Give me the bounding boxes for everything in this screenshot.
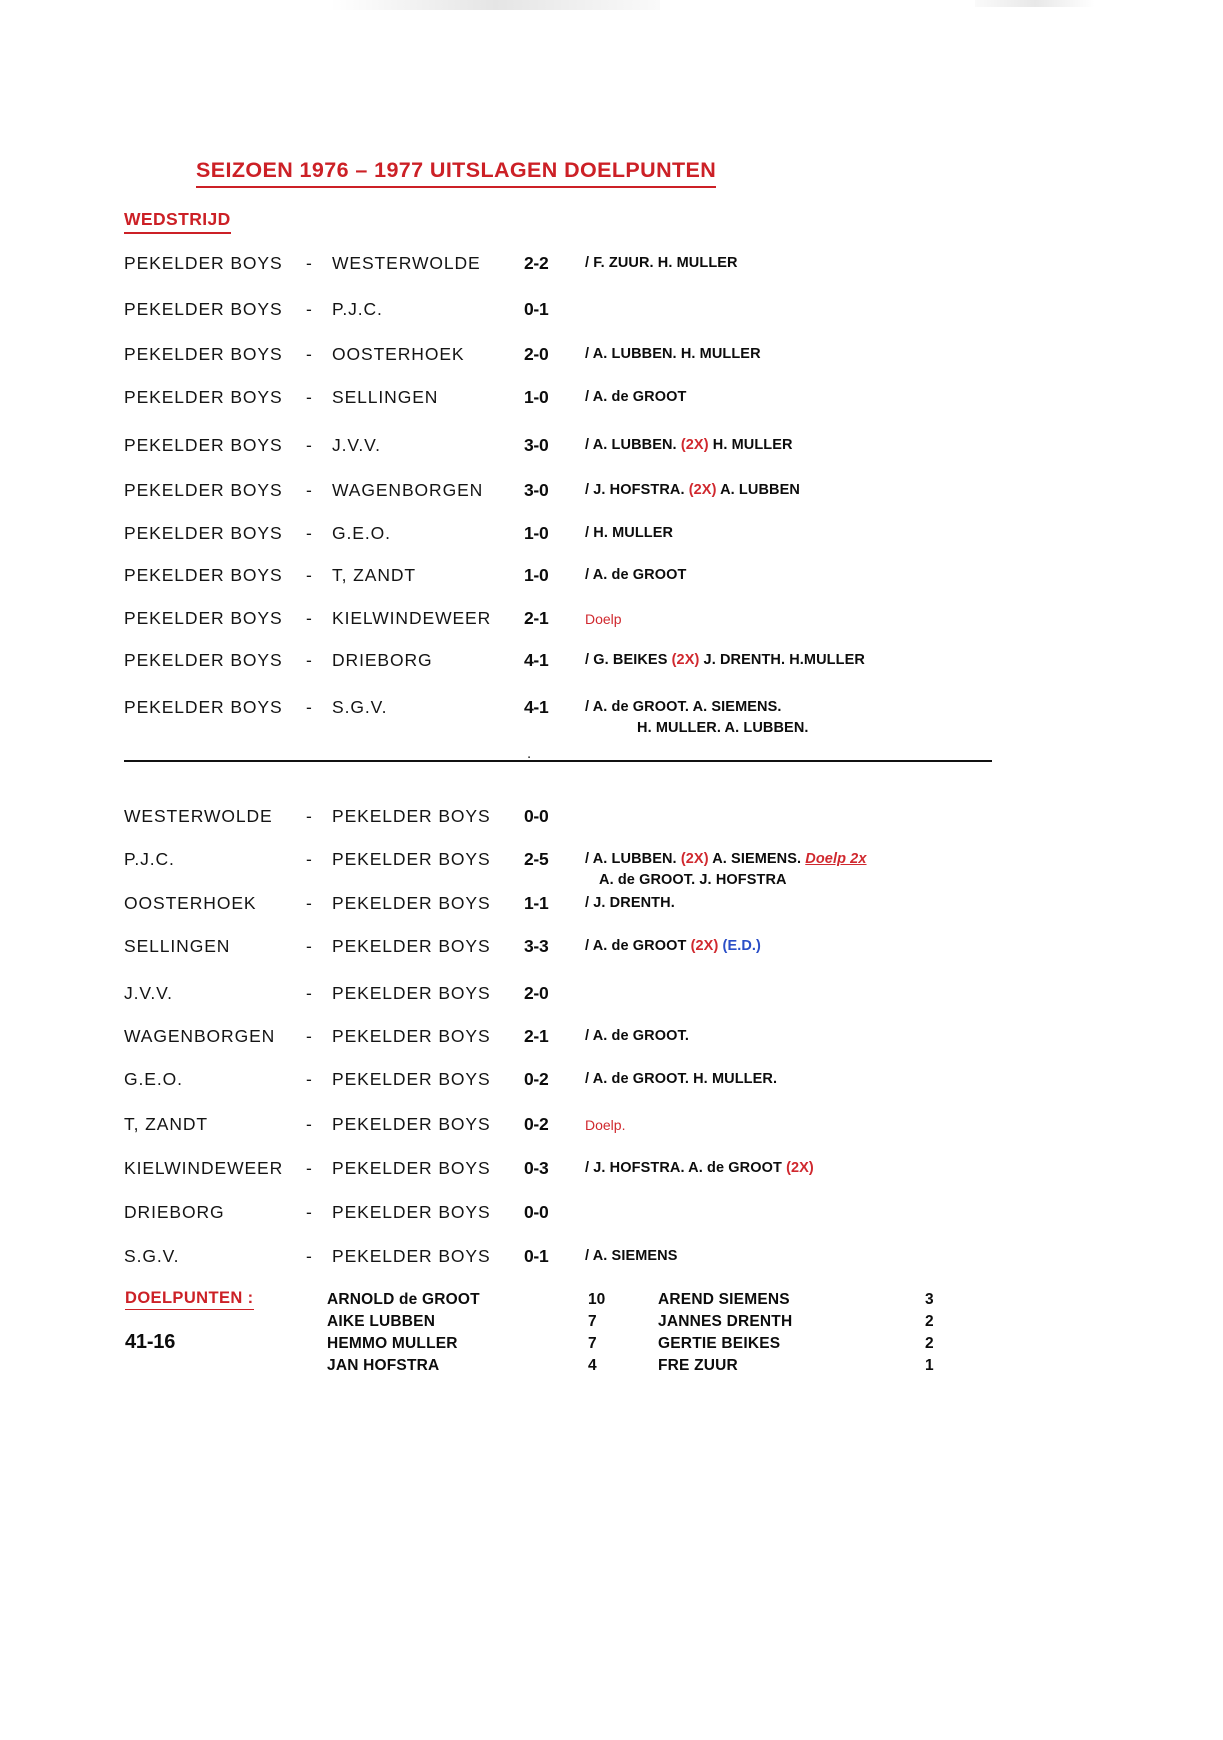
scorer-multiplier-badge: (2X)	[680, 851, 709, 867]
match-away-team: PEKELDER BOYS	[332, 1158, 491, 1178]
match-home-team: PEKELDER BOYS	[124, 253, 283, 273]
match-scorers-line-2: A. de GROOT. J. HOFSTRA	[599, 872, 787, 888]
match-home-team: DRIEBORG	[124, 1202, 225, 1222]
scorer-name: ARNOLD de GROOT	[327, 1291, 480, 1308]
match-scorers	[585, 525, 673, 541]
match-home-team: WESTERWOLDE	[124, 806, 273, 826]
stray-ink-dot: .	[527, 745, 532, 762]
own-goal-badge: (E.D.)	[718, 938, 761, 954]
match-versus-dash: -	[306, 697, 312, 717]
match-row	[0, 435, 1223, 461]
match-row	[0, 893, 1223, 919]
match-away-team: PEKELDER BOYS	[332, 1069, 491, 1089]
scorer-names: / A. SIEMENS	[585, 1248, 678, 1264]
match-away-team: PEKELDER BOYS	[332, 1202, 491, 1222]
match-away-team: PEKELDER BOYS	[332, 806, 491, 826]
scorer-names: / A. de GROOT.	[585, 1028, 689, 1044]
match-score: 4-1	[524, 650, 549, 670]
match-scorers	[585, 1028, 689, 1044]
scorer-names-continued: A. LUBBEN	[716, 482, 800, 498]
match-score: 1-0	[524, 523, 549, 543]
scorer-names: / A. de GROOT	[585, 389, 687, 405]
match-versus-dash: -	[306, 936, 312, 956]
match-scorers	[585, 1071, 777, 1087]
scorer-names: / J. DRENTH.	[585, 895, 675, 911]
match-versus-dash: -	[306, 849, 312, 869]
scorer-name: GERTIE BEIKES	[658, 1335, 781, 1352]
match-scorers	[585, 851, 867, 867]
match-score: 1-1	[524, 893, 549, 913]
match-home-team: PEKELDER BOYS	[124, 435, 283, 455]
goals-total: 41-16	[125, 1331, 176, 1353]
match-away-team: OOSTERHOEK	[332, 344, 465, 364]
match-score: 3-0	[524, 435, 549, 455]
scorer-goal-count: 3	[925, 1291, 934, 1308]
scorer-names: / H. MULLER	[585, 525, 674, 541]
match-home-team: PEKELDER BOYS	[124, 344, 283, 364]
match-home-team: P.J.C.	[124, 849, 175, 869]
scorer-names: / A. de GROOT	[585, 938, 691, 954]
match-score: 2-1	[524, 608, 549, 628]
match-row	[0, 344, 1223, 370]
match-score: 0-1	[524, 1246, 549, 1266]
scorer-multiplier-badge: (2X)	[786, 1160, 814, 1176]
match-row	[0, 1069, 1223, 1095]
match-away-team: PEKELDER BOYS	[332, 893, 491, 913]
scorer-name: JANNES DRENTH	[658, 1313, 793, 1330]
scorer-names-continued: J. DRENTH. H.MULLER	[699, 652, 865, 668]
match-away-team: PEKELDER BOYS	[332, 983, 491, 1003]
match-versus-dash: -	[306, 523, 312, 543]
scorer-name: AREND SIEMENS	[658, 1291, 790, 1308]
match-score: 2-5	[524, 849, 549, 869]
scorer-names: / A. de GROOT. H. MULLER.	[585, 1071, 778, 1087]
scorer-goal-count: 2	[925, 1313, 934, 1330]
match-home-team: PEKELDER BOYS	[124, 697, 283, 717]
match-away-team: PEKELDER BOYS	[332, 1026, 491, 1046]
match-away-team: S.G.V.	[332, 697, 388, 717]
match-away-team: PEKELDER BOYS	[332, 936, 491, 956]
match-scorers-note: Doelp	[585, 611, 622, 627]
match-scorers	[585, 1160, 814, 1176]
match-away-team: KIELWINDEWEER	[332, 608, 492, 628]
match-row	[0, 523, 1223, 549]
match-home-team: PEKELDER BOYS	[124, 387, 283, 407]
match-versus-dash: -	[306, 608, 312, 628]
match-scorers	[585, 482, 800, 498]
match-scorers	[585, 346, 761, 362]
match-home-team: PEKELDER BOYS	[124, 650, 283, 670]
match-row	[0, 1026, 1223, 1052]
match-score: 1-0	[524, 565, 549, 585]
scorer-names: / A. LUBBEN.	[585, 437, 681, 453]
scorer-names: / J. HOFSTRA. A. de GROOT	[585, 1160, 787, 1176]
scorer-goal-count: 2	[925, 1335, 934, 1352]
match-away-team: PEKELDER BOYS	[332, 849, 491, 869]
match-score: 0-0	[524, 1202, 549, 1222]
match-home-team: J.V.V.	[124, 983, 173, 1003]
scorer-multiplier-badge: (2X)	[690, 938, 719, 954]
match-versus-dash: -	[306, 435, 312, 455]
match-versus-dash: -	[306, 253, 312, 273]
match-home-team: WAGENBORGEN	[124, 1026, 276, 1046]
scorer-multiplier-badge: (2X)	[680, 437, 709, 453]
section-divider	[124, 760, 992, 762]
match-row	[0, 608, 1223, 634]
match-home-team: PEKELDER BOYS	[124, 565, 283, 585]
match-row	[0, 1114, 1223, 1140]
scorer-names: / A. LUBBEN. H. MULLER	[585, 346, 761, 362]
match-versus-dash: -	[306, 806, 312, 826]
scorer-goal-count: 10	[588, 1291, 606, 1308]
scorer-doelp-annotation: Doelp 2x	[805, 851, 867, 867]
match-versus-dash: -	[306, 1246, 312, 1266]
scorer-multiplier-badge: (2X)	[671, 652, 700, 668]
match-home-team: PEKELDER BOYS	[124, 608, 283, 628]
match-score: 0-0	[524, 806, 549, 826]
scorer-goal-count: 1	[925, 1357, 934, 1374]
match-scorers-line-2: H. MULLER. A. LUBBEN.	[637, 720, 809, 736]
scorer-goal-count: 7	[588, 1313, 597, 1330]
match-scorers-note: Doelp.	[585, 1117, 626, 1133]
match-score: 4-1	[524, 697, 549, 717]
match-score: 0-2	[524, 1114, 549, 1134]
match-versus-dash: -	[306, 1026, 312, 1046]
match-scorers	[585, 938, 761, 954]
match-versus-dash: -	[306, 1069, 312, 1089]
scorer-name: HEMMO MULLER	[327, 1335, 458, 1352]
match-away-team: WAGENBORGEN	[332, 480, 484, 500]
scorer-name: FRE ZUUR	[658, 1357, 738, 1374]
match-versus-dash: -	[306, 983, 312, 1003]
match-score: 2-0	[524, 983, 549, 1003]
scorer-multiplier-badge: (2X)	[688, 482, 717, 498]
scorer-names-continued: A. SIEMENS.	[708, 851, 806, 867]
match-score: 0-3	[524, 1158, 549, 1178]
match-away-team: T, ZANDT	[332, 565, 417, 585]
match-score: 2-1	[524, 1026, 549, 1046]
scorer-names: / J. HOFSTRA.	[585, 482, 689, 498]
match-scorers	[585, 895, 675, 911]
match-home-team: KIELWINDEWEER	[124, 1158, 284, 1178]
section-heading-wedstrijd: WEDSTRIJD	[124, 209, 231, 234]
match-row	[0, 565, 1223, 591]
match-score: 3-0	[524, 480, 549, 500]
match-versus-dash: -	[306, 565, 312, 585]
match-score: 1-0	[524, 387, 549, 407]
match-scorers	[585, 437, 793, 453]
scan-artifact	[330, 0, 660, 10]
page-title: SEIZOEN 1976 – 1977 UITSLAGEN DOELPUNTEN	[196, 158, 716, 188]
match-row	[0, 1202, 1223, 1228]
match-row	[0, 253, 1223, 279]
match-versus-dash: -	[306, 344, 312, 364]
match-away-team: PEKELDER BOYS	[332, 1114, 491, 1134]
scorer-names: / F. ZUUR. H. MULLER	[585, 255, 738, 271]
match-versus-dash: -	[306, 650, 312, 670]
match-row	[0, 936, 1223, 962]
match-versus-dash: -	[306, 1114, 312, 1134]
match-row	[0, 299, 1223, 325]
match-scorers	[585, 699, 782, 715]
match-versus-dash: -	[306, 480, 312, 500]
scorer-names: / G. BEIKES	[585, 652, 672, 668]
match-away-team: WESTERWOLDE	[332, 253, 481, 273]
match-score: 2-0	[524, 344, 549, 364]
match-home-team: PEKELDER BOYS	[124, 523, 283, 543]
match-home-team: S.G.V.	[124, 1246, 180, 1266]
match-score: 3-3	[524, 936, 549, 956]
match-scorers	[585, 255, 738, 271]
match-score: 0-2	[524, 1069, 549, 1089]
match-home-team: T, ZANDT	[124, 1114, 209, 1134]
match-away-team: G.E.O.	[332, 523, 391, 543]
match-versus-dash: -	[306, 387, 312, 407]
scan-artifact-2	[975, 0, 1095, 7]
match-row	[0, 1158, 1223, 1184]
match-row	[0, 650, 1223, 676]
match-row	[0, 806, 1223, 832]
scorer-goal-count: 4	[588, 1357, 597, 1374]
match-row	[0, 387, 1223, 413]
match-home-team: PEKELDER BOYS	[124, 480, 283, 500]
match-home-team: OOSTERHOEK	[124, 893, 257, 913]
scorer-names: / A. LUBBEN.	[585, 851, 681, 867]
match-scorers	[585, 1248, 678, 1264]
match-away-team: SELLINGEN	[332, 387, 439, 407]
match-row	[0, 1246, 1223, 1272]
match-versus-dash: -	[306, 1158, 312, 1178]
scorer-names: / A. de GROOT	[585, 567, 687, 583]
match-home-team: PEKELDER BOYS	[124, 299, 283, 319]
match-scorers	[585, 652, 865, 668]
match-score: 2-2	[524, 253, 549, 273]
match-score: 0-1	[524, 299, 549, 319]
match-row	[0, 849, 1223, 888]
scorer-names-continued: H. MULLER	[708, 437, 793, 453]
scorer-name: AIKE LUBBEN	[327, 1313, 436, 1330]
scorer-names: / A. de GROOT. A. SIEMENS.	[585, 699, 782, 715]
match-row	[0, 983, 1223, 1009]
match-away-team: J.V.V.	[332, 435, 381, 455]
match-row	[0, 480, 1223, 506]
match-scorers	[585, 389, 686, 405]
match-away-team: DRIEBORG	[332, 650, 433, 670]
match-away-team: P.J.C.	[332, 299, 383, 319]
scorer-goal-count: 7	[588, 1335, 597, 1352]
match-home-team: G.E.O.	[124, 1069, 183, 1089]
match-versus-dash: -	[306, 1202, 312, 1222]
match-scorers	[585, 567, 686, 583]
match-versus-dash: -	[306, 893, 312, 913]
match-row	[0, 697, 1223, 736]
match-away-team: PEKELDER BOYS	[332, 1246, 491, 1266]
match-home-team: SELLINGEN	[124, 936, 231, 956]
scorers-heading: DOELPUNTEN :	[125, 1289, 254, 1310]
scorer-name: JAN HOFSTRA	[327, 1357, 440, 1374]
match-versus-dash: -	[306, 299, 312, 319]
